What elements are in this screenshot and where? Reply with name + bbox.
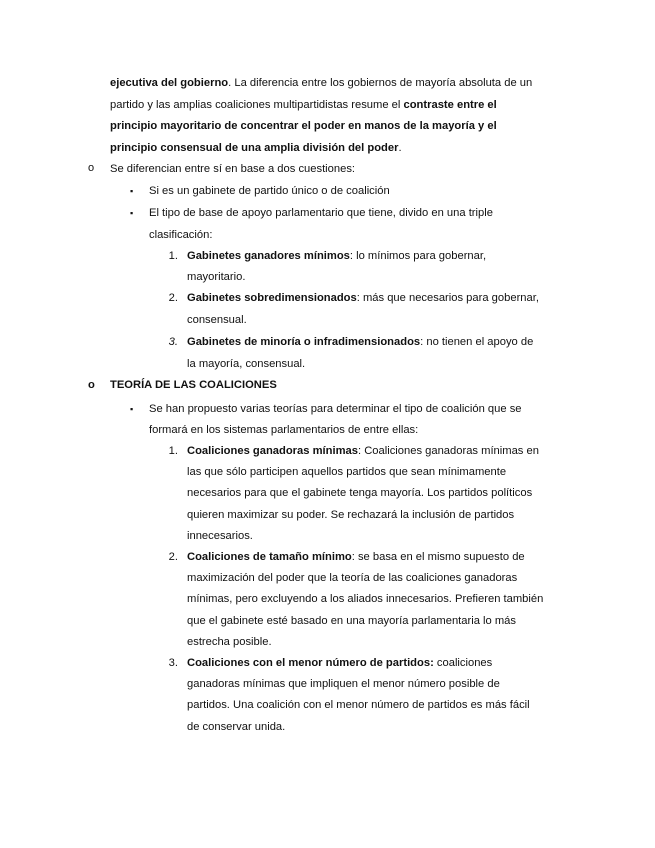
list-item-text: : más que necesarios para gobernar,	[356, 292, 539, 304]
list-item-line	[187, 656, 492, 670]
list-item-line: quieren maximizar su poder. Se rechazará la inclusión de partidos	[187, 509, 515, 521]
list-item-line: las que sólo participen aquellos partidos que sean mínimamente	[187, 466, 507, 478]
list-item-line	[187, 335, 533, 349]
list-item-text: coaliciones	[433, 657, 493, 669]
list-item-line: de conservar unida.	[187, 721, 286, 733]
teoria-bullet-line-2: formará en los sistemas parlamentarios de entre ellas:	[149, 424, 419, 436]
section-heading: TEORÍA DE LAS COALICIONES	[110, 379, 277, 391]
list-item-line: consensual.	[187, 314, 247, 326]
list-item-line: que el gabinete esté basado en una mayoría parlamentaria lo más	[187, 615, 516, 627]
list-item-bold: Coaliciones con el menor número de partidos:	[187, 657, 434, 669]
intro-text-2: partido y las amplias coaliciones multipartidistas resume el	[110, 99, 404, 111]
list-item-line: ganadoras mínimas que impliquen el menor número posible de	[187, 678, 500, 690]
list-item-line: mínimas, pero excluyendo a los aliados innecesarios. Prefieren también	[187, 593, 544, 605]
intro-line-3: principio mayoritario de concentrar el poder en manos de la mayoría y el	[110, 120, 497, 132]
list-item-text: : no tienen el apoyo de	[420, 336, 534, 348]
list-item-line: necesarios para que el gabinete tenga mayoría. Los partidos políticos	[187, 487, 533, 499]
intro-bold-4: principio consensual de una amplia división del poder	[110, 142, 399, 154]
square-bullet: ▪	[130, 404, 134, 414]
intro-line-4	[110, 141, 402, 155]
list-item-bold: Coaliciones de tamaño mínimo	[187, 551, 352, 563]
bold-circle-bullet: o	[88, 379, 95, 391]
list-item-text: : se basa en el mismo supuesto de	[351, 551, 525, 563]
intro-line-2	[110, 98, 497, 112]
square-bullet: ▪	[130, 208, 134, 218]
circle-bullet: o	[88, 162, 95, 174]
list-item-line: estrecha posible.	[187, 636, 272, 648]
list-item-line	[187, 550, 525, 564]
list-item-line	[187, 444, 539, 458]
list-item-bold: Gabinetes de minoría o infradimensionados	[187, 336, 421, 348]
diferencian-bullet-2-line-1: El tipo de base de apoyo parlamentario que tiene, divido en una triple	[149, 207, 493, 219]
list-item-line	[187, 291, 539, 305]
square-bullet: ▪	[130, 186, 134, 196]
list-number: 3.	[168, 657, 178, 669]
teoria-bullet-line-1: Se han propuesto varias teorías para determinar el tipo de coalición que se	[149, 403, 522, 415]
list-item-line: innecesarios.	[187, 530, 253, 542]
intro-text-4: .	[398, 142, 402, 154]
list-item-bold: Coaliciones ganadoras mínimas	[187, 445, 358, 457]
list-item-text: : lo mínimos para gobernar,	[349, 250, 487, 262]
list-item-line	[187, 249, 486, 263]
list-item-bold: Gabinetes ganadores mínimos	[187, 250, 350, 262]
list-item-bold: Gabinetes sobredimensionados	[187, 292, 357, 304]
list-number: 3.	[168, 336, 178, 348]
diferencian-text: Se diferencian entre sí en base a dos cuestiones:	[110, 163, 356, 175]
list-number: 1.	[168, 250, 178, 262]
list-item-line: la mayoría, consensual.	[187, 358, 306, 370]
intro-text-1: . La diferencia entre los gobiernos de mayoría absoluta de un	[228, 77, 533, 89]
list-item-text: : Coaliciones ganadoras mínimas en	[357, 445, 539, 457]
list-item-line: partidos. Una coalición con el menor número de partidos es más fácil	[187, 699, 530, 711]
list-number: 1.	[168, 445, 178, 457]
intro-line-1	[110, 76, 532, 90]
list-item-line: mayoritario.	[187, 271, 246, 283]
diferencian-bullet-1: Si es un gabinete de partido único o de coalición	[149, 185, 390, 197]
list-number: 2.	[168, 551, 178, 563]
list-number: 2.	[168, 292, 178, 304]
list-item-line: maximización del poder que la teoría de las coaliciones ganadoras	[187, 572, 518, 584]
diferencian-bullet-2-line-2: clasificación:	[149, 229, 213, 241]
intro-bold-2: contraste entre el	[403, 99, 497, 111]
intro-bold-1: ejecutiva del gobierno	[110, 77, 229, 89]
